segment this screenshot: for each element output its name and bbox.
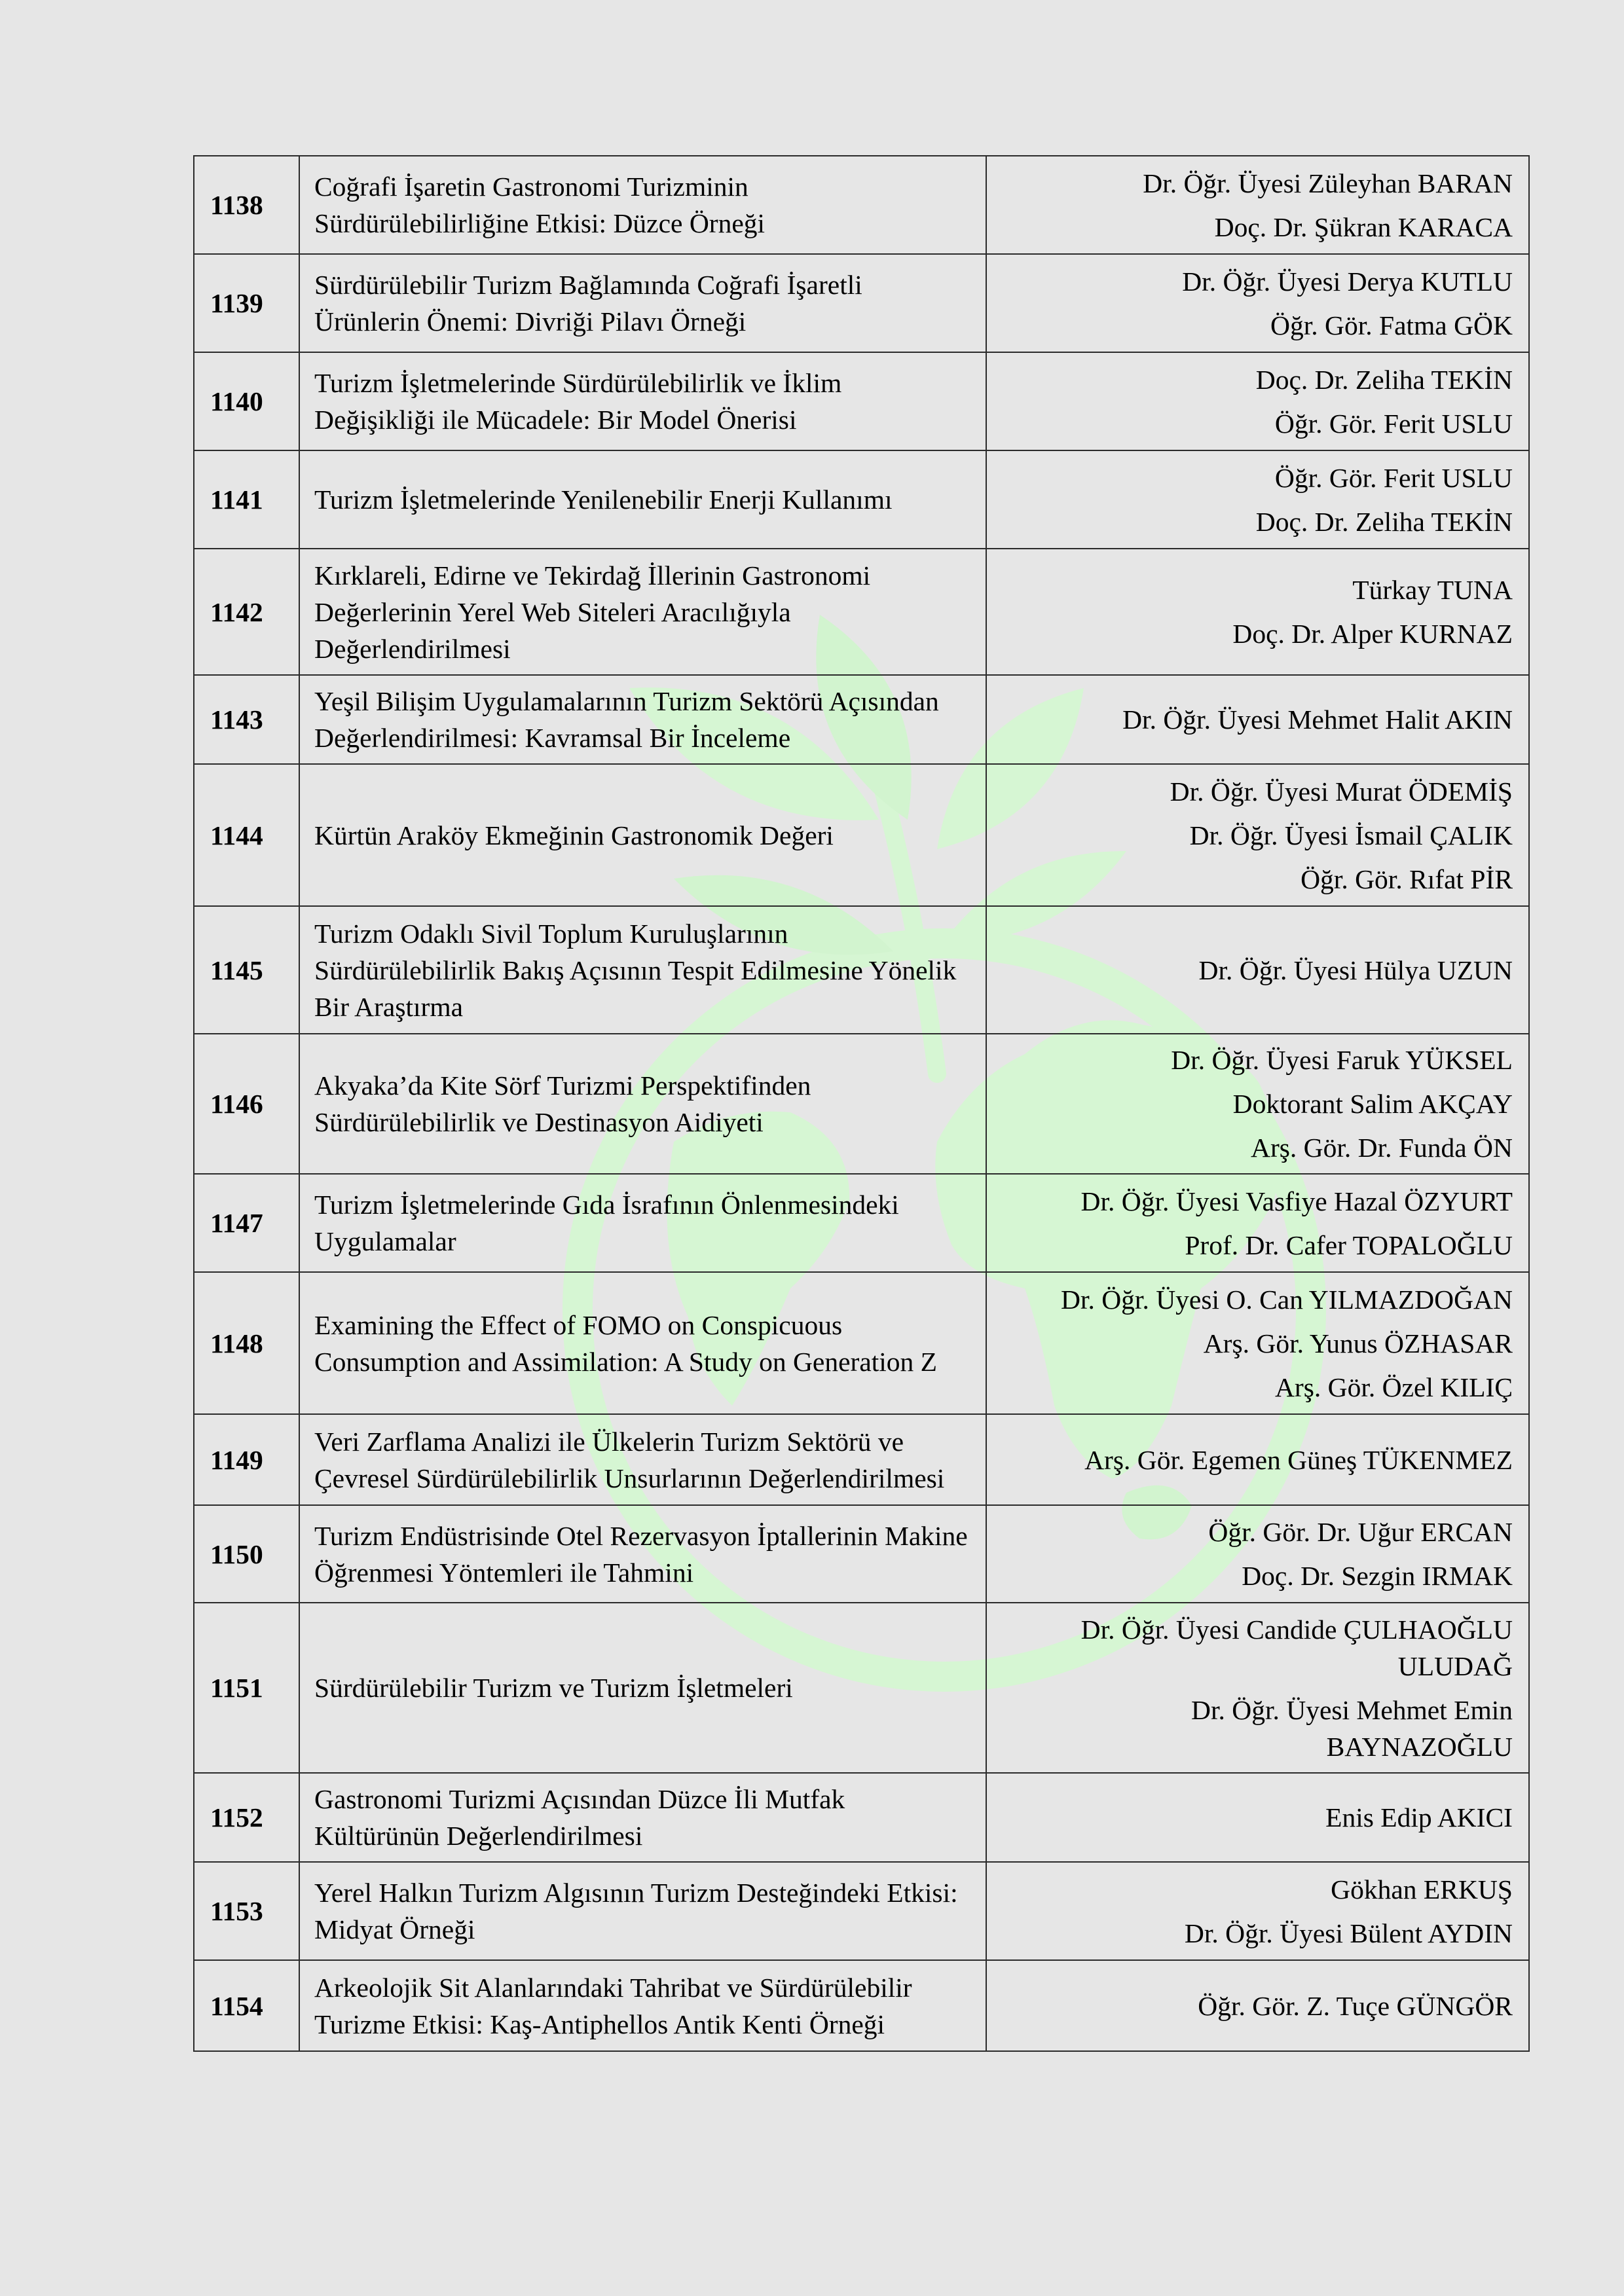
paper-number: 1144: [194, 764, 299, 906]
paper-authors: [986, 1773, 1529, 1862]
paper-authors: [986, 906, 1529, 1034]
paper-title: Gastronomi Turizmi Açısından Düzce İli Mutfak Kültürünün Değerlendirilmesi: [299, 1773, 986, 1862]
table-row: [194, 1862, 1529, 1960]
author-name: Doç. Dr. Sezgin IRMAK: [1242, 1561, 1513, 1591]
author-name: Dr. Öğr. Üyesi Candide ÇULHAOĞLU ULUDAĞ: [1080, 1614, 1513, 1681]
author-name: Öğr. Gör. Z. Tuçe GÜNGÖR: [1198, 1990, 1513, 2021]
author-name: Öğr. Gör. Rıfat PİR: [1301, 864, 1513, 894]
author-name: Dr. Öğr. Üyesi O. Can YILMAZDOĞAN: [1060, 1284, 1513, 1315]
author-name: Gökhan ERKUŞ: [1331, 1874, 1513, 1904]
paper-number: 1143: [194, 675, 299, 764]
paper-authors: [986, 675, 1529, 764]
paper-title: Sürdürülebilir Turizm ve Turizm İşletmeleri: [299, 1603, 986, 1773]
paper-authors: [986, 156, 1529, 254]
author-name: Dr. Öğr. Üyesi Hülya UZUN: [1198, 955, 1513, 985]
paper-title: Turizm İşletmelerinde Gıda İsrafının Önlenmesindeki Uygulamalar: [299, 1174, 986, 1272]
paper-title: Arkeolojik Sit Alanlarındaki Tahribat ve Sürdürülebilir Turizme Etkisi: Kaş-Antiphellos Antik Kenti Örneği: [299, 1960, 986, 2051]
author-name: Dr. Öğr. Üyesi Faruk YÜKSEL: [1171, 1045, 1513, 1075]
paper-title: Kürtün Araköy Ekmeğinin Gastronomik Değeri: [299, 764, 986, 906]
paper-title: Yeşil Bilişim Uygulamalarının Turizm Sektörü Açısından Değerlendirilmesi: Kavramsal Bir İnceleme: [299, 675, 986, 764]
paper-authors: [986, 1272, 1529, 1414]
table-row: [194, 1773, 1529, 1862]
paper-number: 1153: [194, 1862, 299, 1960]
author-name: Öğr. Gör. Ferit USLU: [1274, 462, 1513, 493]
table-row: [194, 549, 1529, 675]
table-row: [194, 1034, 1529, 1174]
paper-number: 1147: [194, 1174, 299, 1272]
paper-number: 1152: [194, 1773, 299, 1862]
paper-authors: [986, 1862, 1529, 1960]
table-row: [194, 450, 1529, 549]
author-name: Dr. Öğr. Üyesi Mehmet Emin BAYNAZOĞLU: [1190, 1694, 1513, 1762]
author-name: Öğr. Gör. Dr. Uğur ERCAN: [1208, 1517, 1513, 1547]
paper-number: 1146: [194, 1034, 299, 1174]
table-row: [194, 906, 1529, 1034]
paper-authors: [986, 450, 1529, 549]
author-name: Dr. Öğr. Üyesi İsmail ÇALIK: [1189, 820, 1513, 850]
paper-number: 1141: [194, 450, 299, 549]
paper-authors: [986, 1174, 1529, 1272]
papers-table-body: [194, 156, 1529, 2051]
paper-number: 1138: [194, 156, 299, 254]
paper-title: Turizm İşletmelerinde Sürdürülebilirlik ve İklim Değişikliği ile Mücadele: Bir Model Önerisi: [299, 352, 986, 450]
author-name: Dr. Öğr. Üyesi Züleyhan BARAN: [1143, 168, 1513, 198]
paper-number: 1154: [194, 1960, 299, 2051]
author-name: Türkay TUNA: [1352, 575, 1513, 605]
author-name: Enis Edip AKICI: [1325, 1802, 1513, 1832]
author-name: Dr. Öğr. Üyesi Vasfiye Hazal ÖZYURT: [1080, 1186, 1513, 1216]
paper-authors: [986, 549, 1529, 675]
table-row: [194, 1960, 1529, 2051]
author-name: Doç. Dr. Zeliha TEKİN: [1255, 364, 1513, 395]
paper-number: 1149: [194, 1414, 299, 1505]
table-row: [194, 1505, 1529, 1603]
author-name: Dr. Öğr. Üyesi Murat ÖDEMİŞ: [1170, 776, 1513, 807]
author-name: Dr. Öğr. Üyesi Bülent AYDIN: [1184, 1918, 1513, 1948]
paper-title: Yerel Halkın Turizm Algısının Turizm Desteğindeki Etkisi: Midyat Örneği: [299, 1862, 986, 1960]
paper-number: 1139: [194, 254, 299, 352]
author-name: Arş. Gör. Egemen Güneş TÜKENMEZ: [1084, 1444, 1513, 1475]
table-row: [194, 352, 1529, 450]
paper-number: 1145: [194, 906, 299, 1034]
author-name: Doktorant Salim AKÇAY: [1232, 1089, 1513, 1119]
author-name: Dr. Öğr. Üyesi Derya KUTLU: [1182, 266, 1513, 297]
paper-title: Veri Zarflama Analizi ile Ülkelerin Turizm Sektörü ve Çevresel Sürdürülebilirlik Unsurlarının Değerlendirilmesi: [299, 1414, 986, 1505]
paper-title: Examining the Effect of FOMO on Conspicuous Consumption and Assimilation: A Study on Generation Z: [299, 1272, 986, 1414]
table-row: [194, 254, 1529, 352]
paper-title: Turizm Endüstrisinde Otel Rezervasyon İptallerinin Makine Öğrenmesi Yöntemleri ile Tahmini: [299, 1505, 986, 1603]
table-row: [194, 1414, 1529, 1505]
paper-title: Akyaka’da Kite Sörf Turizmi Perspektifinden Sürdürülebilirlik ve Destinasyon Aidiyeti: [299, 1034, 986, 1174]
paper-number: 1150: [194, 1505, 299, 1603]
author-name: Arş. Gör. Yunus ÖZHASAR: [1203, 1328, 1513, 1358]
paper-number: 1148: [194, 1272, 299, 1414]
paper-title: Turizm Odaklı Sivil Toplum Kuruluşlarının Sürdürülebilirlik Bakış Açısının Tespit Edilmesine Yönelik Bir Araştırma: [299, 906, 986, 1034]
author-name: Doç. Dr. Şükran KARACA: [1214, 211, 1513, 242]
author-name: Dr. Öğr. Üyesi Mehmet Halit AKIN: [1122, 704, 1513, 735]
paper-authors: [986, 1414, 1529, 1505]
paper-title: Kırklareli, Edirne ve Tekirdağ İllerinin Gastronomi Değerlerinin Yerel Web Siteleri Aracılığıyla Değerlendirilmesi: [299, 549, 986, 675]
paper-number: 1142: [194, 549, 299, 675]
paper-number: 1140: [194, 352, 299, 450]
table-row: [194, 675, 1529, 764]
author-name: Arş. Gör. Dr. Funda ÖN: [1250, 1133, 1513, 1163]
author-name: Doç. Dr. Zeliha TEKİN: [1255, 506, 1513, 537]
paper-title: Sürdürülebilir Turizm Bağlamında Coğrafi İşaretli Ürünlerin Önemi: Divriği Pilavı Örneği: [299, 254, 986, 352]
paper-number: 1151: [194, 1603, 299, 1773]
author-name: Arş. Gör. Özel KILIÇ: [1274, 1372, 1513, 1402]
paper-authors: [986, 1505, 1529, 1603]
papers-table: [193, 155, 1530, 2052]
paper-authors: [986, 1603, 1529, 1773]
author-name: Öğr. Gör. Fatma GÖK: [1270, 310, 1513, 340]
paper-title: Coğrafi İşaretin Gastronomi Turizminin Sürdürülebilirliğine Etkisi: Düzce Örneği: [299, 156, 986, 254]
table-row: [194, 1272, 1529, 1414]
table-row: [194, 1603, 1529, 1773]
author-name: Doç. Dr. Alper KURNAZ: [1232, 619, 1513, 649]
paper-authors: [986, 1960, 1529, 2051]
paper-authors: [986, 352, 1529, 450]
paper-title: Turizm İşletmelerinde Yenilenebilir Enerji Kullanımı: [299, 450, 986, 549]
paper-authors: [986, 1034, 1529, 1174]
paper-authors: [986, 254, 1529, 352]
table-row: [194, 1174, 1529, 1272]
table-row: [194, 156, 1529, 254]
author-name: Prof. Dr. Cafer TOPALOĞLU: [1185, 1230, 1513, 1260]
paper-authors: [986, 764, 1529, 906]
table-row: [194, 764, 1529, 906]
author-name: Öğr. Gör. Ferit USLU: [1274, 408, 1513, 439]
